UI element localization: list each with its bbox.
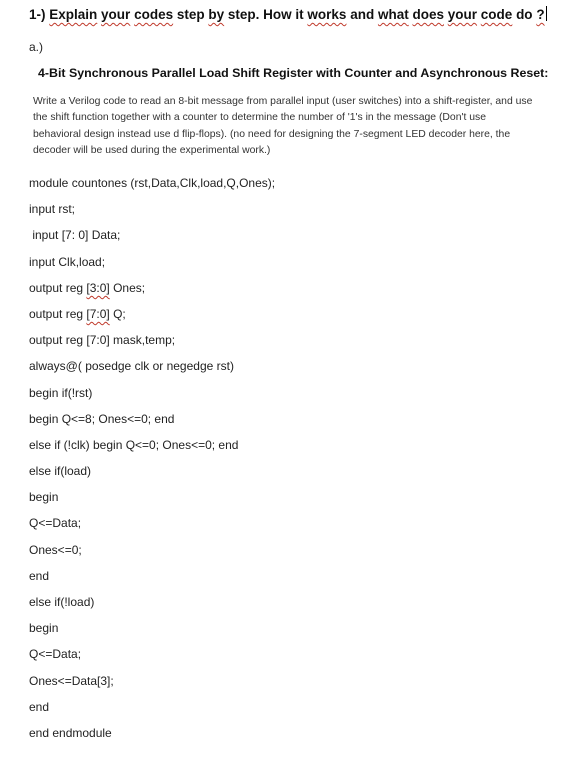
code-line: always@( posedge clk or negedge rst) bbox=[29, 359, 234, 374]
code-line: begin Q<=8; Ones<=0; end bbox=[29, 411, 175, 426]
question-word: what bbox=[377, 7, 409, 22]
question-word: step. How it bbox=[224, 7, 308, 22]
question-word: your bbox=[101, 7, 131, 22]
code-line: output reg [3:0] Ones; bbox=[29, 280, 146, 295]
code-line: Ones<=0; bbox=[29, 542, 82, 557]
code-line: end bbox=[29, 568, 50, 583]
description-block bbox=[33, 94, 533, 160]
code-line: begin if(!rst) bbox=[29, 385, 93, 400]
code-line: Q<=Data; bbox=[29, 516, 82, 531]
code-line: begin bbox=[29, 621, 59, 636]
code-line: Ones<=Data[3]; bbox=[29, 673, 114, 688]
spellcheck-squiggle: [3:0] bbox=[86, 280, 110, 295]
code-line: input rst; bbox=[29, 202, 76, 217]
code-line: end bbox=[29, 699, 50, 714]
question-number: 1-) bbox=[29, 7, 46, 22]
question-word: step bbox=[173, 7, 209, 22]
spellcheck-squiggle: [7:0] bbox=[86, 306, 110, 321]
question-word: Explain bbox=[49, 7, 98, 22]
code-line: output reg [7:0] mask,temp; bbox=[29, 333, 176, 348]
question-word: does bbox=[412, 7, 444, 22]
code-line: input [7: 0] Data; bbox=[29, 228, 121, 243]
question-word: works bbox=[307, 7, 347, 22]
code-line: begin bbox=[29, 490, 59, 505]
question-line[interactable] bbox=[29, 6, 547, 22]
question-word: do bbox=[512, 7, 537, 22]
question-word: codes bbox=[134, 7, 174, 22]
code-line: output reg [7:0] Q; bbox=[29, 306, 126, 321]
code-line: end endmodule bbox=[29, 725, 112, 740]
code-line: input Clk,load; bbox=[29, 254, 106, 269]
part-label: a.) bbox=[29, 40, 44, 54]
question-word: your bbox=[447, 7, 478, 22]
question-word: ? bbox=[536, 7, 545, 22]
text-cursor bbox=[546, 6, 547, 21]
section-heading: 4-Bit Synchronous Parallel Load Shift Register with Counter and Asynchronous Reset: bbox=[38, 66, 549, 80]
code-line: else if(!load) bbox=[29, 595, 95, 609]
question-word: code bbox=[480, 7, 513, 22]
code-line: Q<=Data; bbox=[29, 647, 82, 662]
code-block bbox=[29, 174, 275, 750]
question-word: and bbox=[346, 7, 378, 22]
code-line: else if(load) bbox=[29, 464, 92, 479]
description-text: Write a Verilog code to read an 8-bit message from parallel input (user switches) into a shift-register, and use the shift function together with a counter to determine the number of '1's in the message (Don't use behavioral design instead use d flip-flops). (no need for designing the 7-segment LED decoder here, the decoder will be used during the experimental work.) bbox=[33, 96, 533, 157]
code-line: else if (!clk) begin Q<=0; Ones<=0; end bbox=[29, 437, 239, 452]
code-line: module countones (rst,Data,Clk,load,Q,Ones); bbox=[29, 176, 276, 190]
question-word: by bbox=[208, 7, 225, 22]
